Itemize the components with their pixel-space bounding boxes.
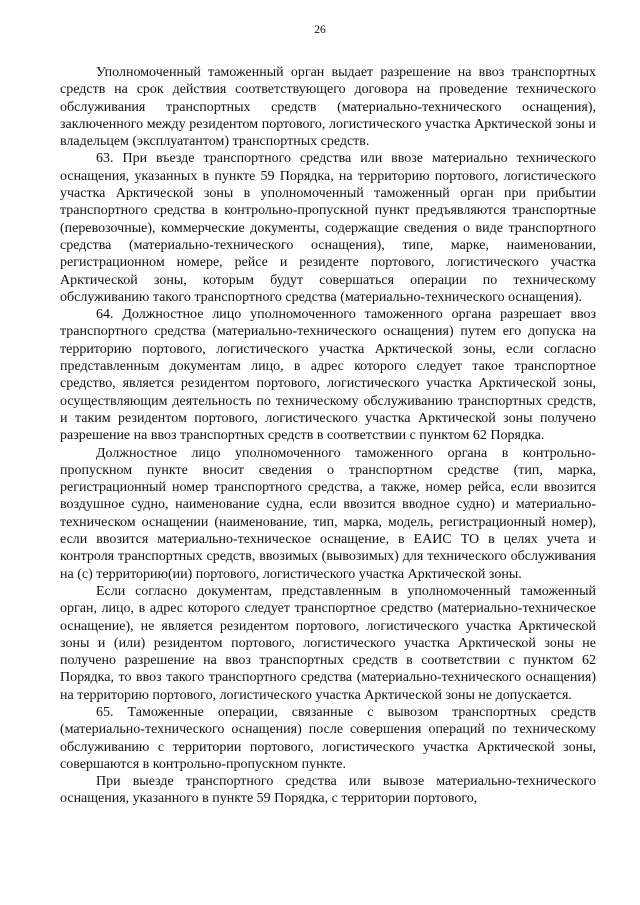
paragraph: Если согласно документам, представленным в уполномоченный таможенный орган, лицо, в адрес которого следует транспортное средство (материально-техническое оснащение), не является резидентом портового, логистического участка Арктической зоны и (или) резидентом портового, логистического участка Арктической зоны не получено разрешение на ввоз транспортных средств в соответствии с пунктом 62 Порядка, то ввоз такого транспортного средства (материально-технического оснащения) на территорию портового, логистического участка Арктической зоны не допускается.	[60, 583, 596, 703]
paragraph: Должностное лицо уполномоченного таможенного органа в контрольно-пропускном пункте вносит сведения о транспортном средстве (тип, марка, регистрационный номер транспортного средства, а также, номер рейса, если ввозится воздушное судно, наименование судна, если ввозится вводное судно) и материально-техническом оснащении (наименование, тип, марка, модель, регистрационный номер), если ввозится материально-техническое оснащение, в ЕАИС ТО в целях учета и контроля транспортных средств, ввозимых (вывозимых) для технического обслуживания на (с) территорию(ии) портового, логистического участка Арктической зоны.	[60, 445, 596, 582]
paragraph: 63. При въезде транспортного средства или ввозе материально технического оснащения, указанных в пункте 59 Порядка, на территорию портового, логистического участка Арктической зоны в уполномоченный таможенный орган при прибытии транспортного средства в контрольно-пропускной пункт предъявляются транспортные (перевозочные), коммерческие документы, содержащие сведения о виде транспортного средства (материально-технического оснащения), типе, марке, наименовании, регистрационном номере, рейсе и резиденте портового, логистического участка Арктической зоны, которым будут совершаться операции по техническому обслуживанию такого транспортного средства (материально-технического оснащения).	[60, 151, 596, 305]
paragraph: 64. Должностное лицо уполномоченного таможенного органа разрешает ввоз транспортного средства (материально-технического оснащения) путем его допуска на территорию портового, логистического участка Арктической зоны, если согласно представленным документам лицо, в адрес которого следует такое транспортное средство, является резидентом портового, логистического участка Арктической зоны, осуществляющим деятельность по техническому обслуживанию транспортных средств, и таким резидентом портового, логистического участка Арктической зоны получено разрешение на ввоз транспортных средств в соответствии с пунктом 62 Порядка.	[60, 307, 596, 444]
paragraph: Уполномоченный таможенный орган выдает разрешение на ввоз транспортных средств на срок действия соответствующего договора на проведение технического обслуживания транспортных средств (материально-технического оснащения), заключенного между резидентом портового, логистического участка Арктической зоны и владельцем (эксплуатантом) транспортных средств.	[60, 65, 596, 150]
paragraph: 65. Таможенные операции, связанные с вывозом транспортных средств (материально-технического оснащения) после совершения операций по техническому обслуживанию с территории портового, логистического участка Арктической зоны, совершаются в контрольно-пропускном пункте.	[60, 704, 596, 772]
page-number: 26	[314, 24, 326, 36]
document-body	[60, 64, 596, 808]
paragraph: При выезде транспортного средства или вывозе материально-технического оснащения, указанного в пункте 59 Порядка, с территории портового,	[60, 774, 596, 807]
